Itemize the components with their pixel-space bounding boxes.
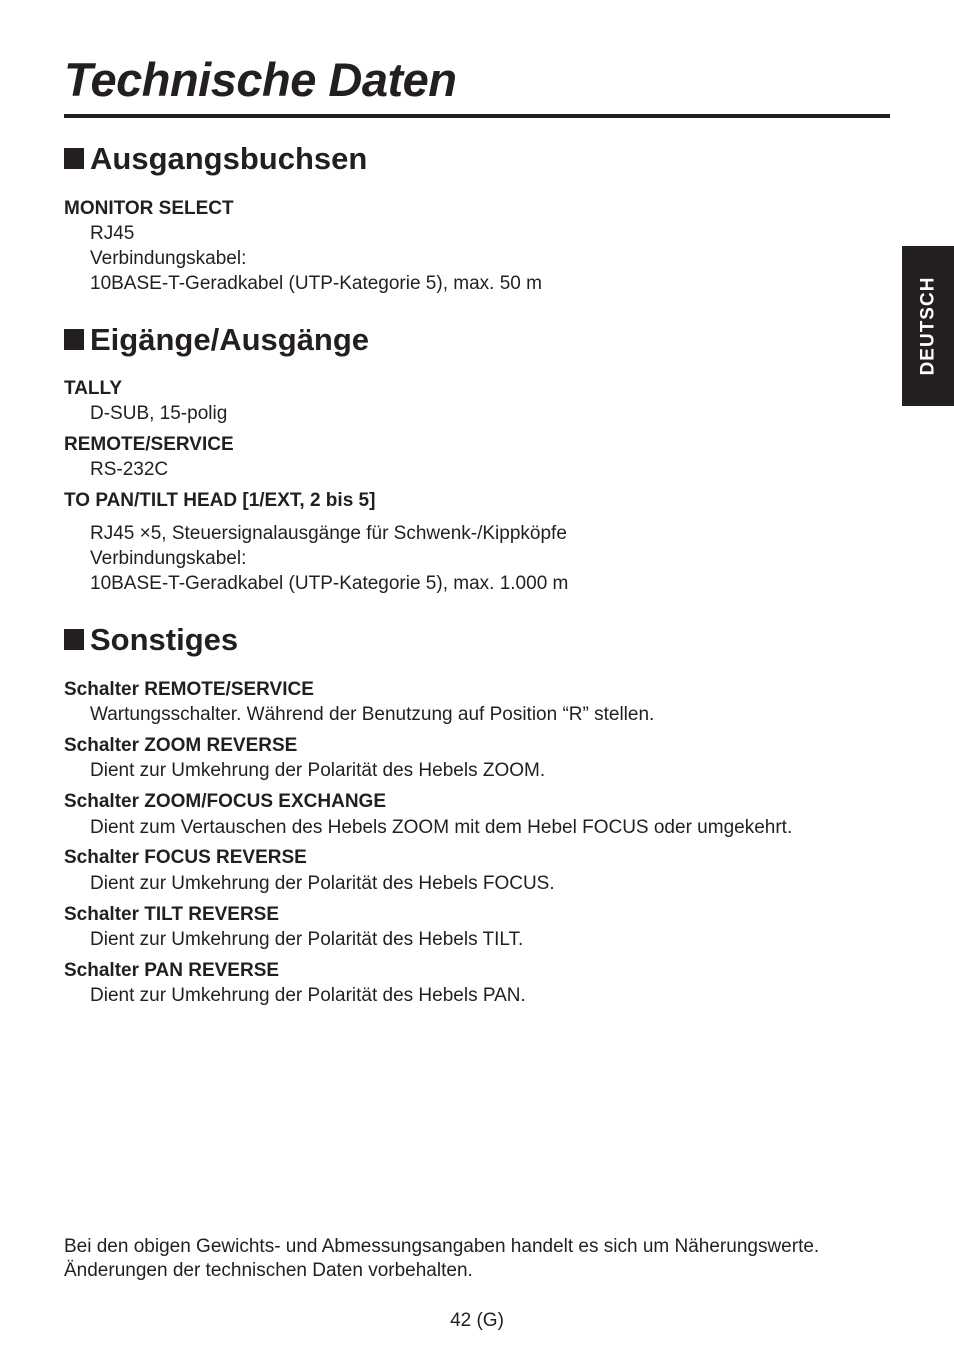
black-square-icon (64, 629, 84, 650)
spec-text: Wartungsschalter. Während der Benutzung auf Position “R” stellen. (90, 704, 655, 725)
section-heading-eingaenge-ausgaenge (64, 324, 369, 355)
spec-text: 10BASE-T-Geradkabel (UTP-Kategorie 5), max. 1.000 m (90, 573, 569, 594)
black-square-icon (64, 329, 84, 350)
spec-label: Schalter ZOOM/FOCUS EXCHANGE (64, 791, 386, 812)
spec-text: RJ45 ×5, Steuersignalausgänge für Schwenk-/Kippköpfe (90, 523, 567, 544)
spec-text: D-SUB, 15-polig (90, 403, 228, 424)
section-heading-sonstiges (64, 624, 238, 655)
section-heading-text: Sonstiges (90, 622, 239, 657)
section-heading-text: Ausgangsbuchsen (90, 141, 368, 176)
footer-note: Bei den obigen Gewichts- und Abmessungsangaben handelt es sich um Näherungswerte. (64, 1236, 820, 1257)
section-heading-text: Eigänge/Ausgänge (90, 322, 370, 357)
spec-label: Schalter REMOTE/SERVICE (64, 679, 314, 700)
language-tab (902, 246, 954, 406)
spec-text: RJ45 (90, 223, 135, 244)
page-title: Technische Daten (64, 53, 457, 106)
spec-text: Dient zur Umkehrung der Polarität des Hebels PAN. (90, 985, 526, 1006)
spec-text: RS-232C (90, 459, 169, 480)
section-heading-ausgangsbuchsen (64, 143, 367, 174)
spec-label: Schalter PAN REVERSE (64, 960, 280, 981)
page-number: 42 (G) (450, 1310, 504, 1331)
spec-label: REMOTE/SERVICE (64, 434, 234, 455)
spec-label: Schalter FOCUS REVERSE (64, 847, 307, 868)
spec-text: Dient zur Umkehrung der Polarität des Hebels FOCUS. (90, 873, 555, 894)
black-square-icon (64, 148, 84, 169)
spec-label: TALLY (64, 378, 123, 399)
spec-label: Schalter ZOOM REVERSE (64, 735, 298, 756)
spec-text: Dient zum Vertauschen des Hebels ZOOM mit dem Hebel FOCUS oder umgekehrt. (90, 817, 793, 838)
footer-note: Änderungen der technischen Daten vorbehalten. (64, 1260, 473, 1281)
spec-label: MONITOR SELECT (64, 198, 234, 219)
spec-text: Verbindungskabel: (90, 548, 247, 569)
title-rule (64, 114, 890, 118)
spec-text: Dient zur Umkehrung der Polarität des Hebels ZOOM. (90, 760, 546, 781)
spec-text: Dient zur Umkehrung der Polarität des Hebels TILT. (90, 929, 524, 950)
spec-label: TO PAN/TILT HEAD [1/EXT, 2 bis 5] (64, 490, 376, 511)
spec-label: Schalter TILT REVERSE (64, 904, 280, 925)
spec-text: Verbindungskabel: (90, 248, 247, 269)
language-tab-label: DEUTSCH (917, 276, 938, 376)
spec-text: 10BASE-T-Geradkabel (UTP-Kategorie 5), max. 50 m (90, 273, 542, 294)
